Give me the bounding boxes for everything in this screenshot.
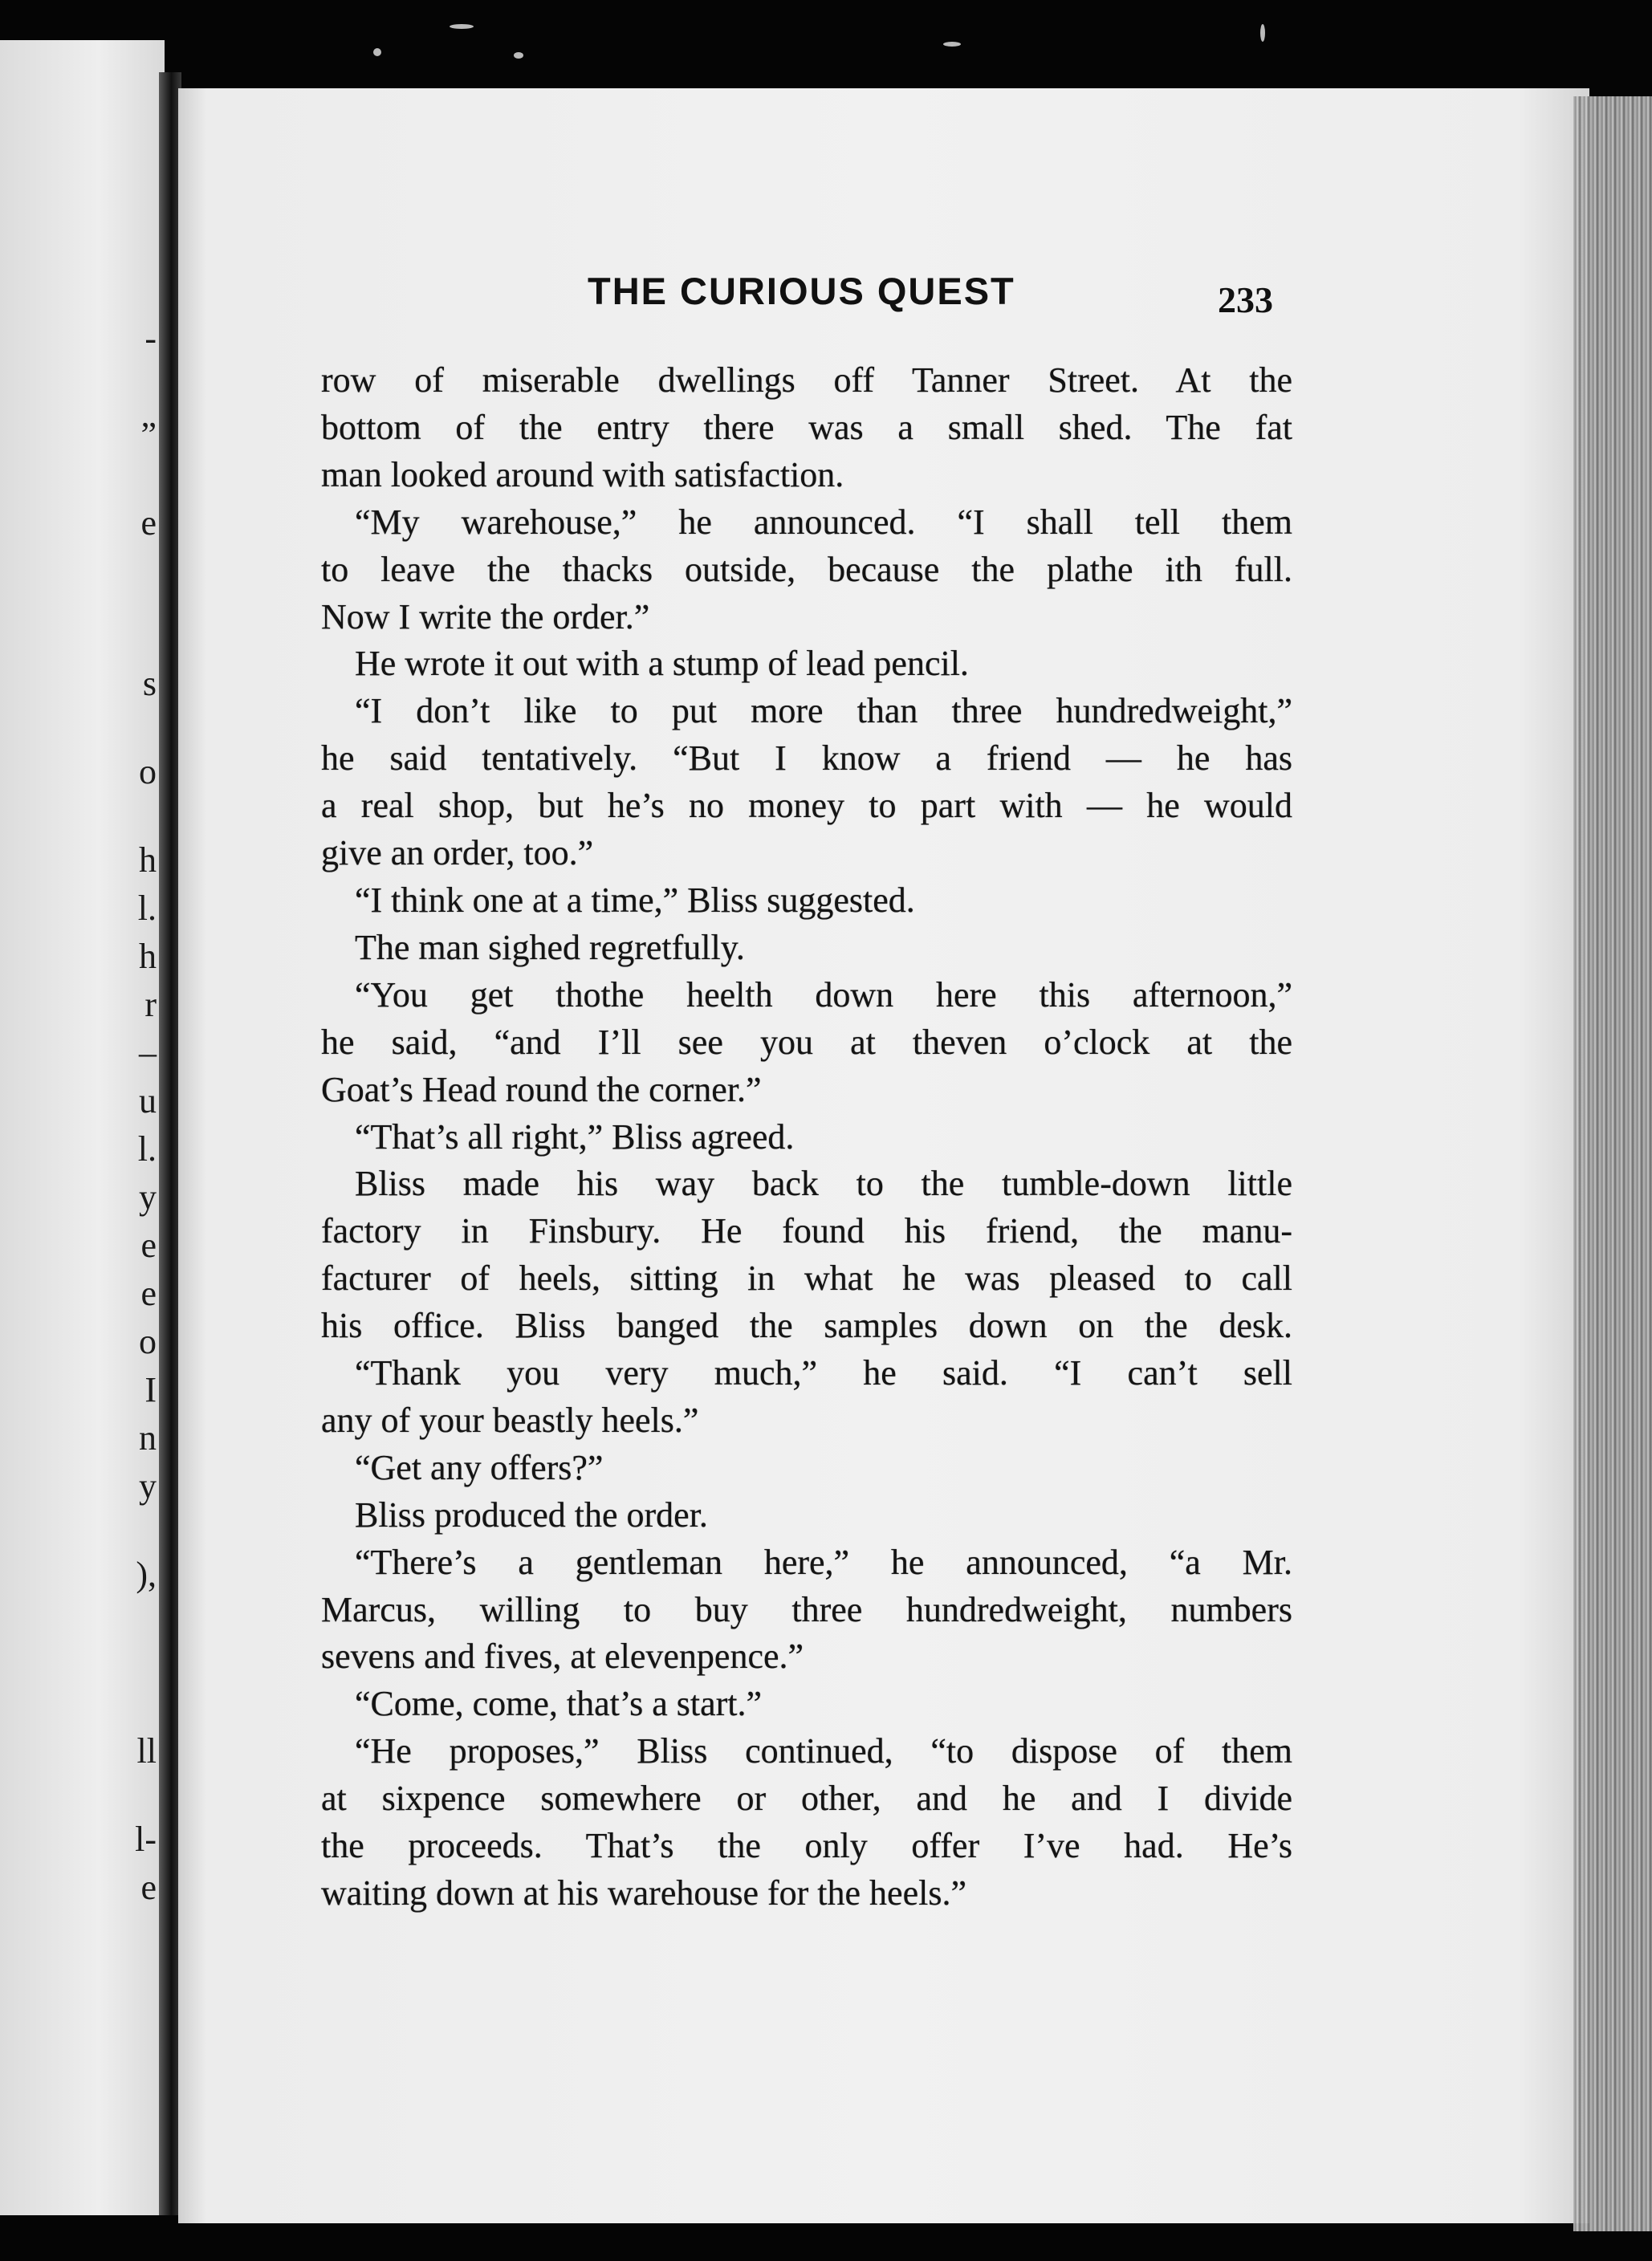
facing-page-fragment: ll xyxy=(136,1731,157,1771)
text-line: a real shop, but he’s no money to part with — he would xyxy=(321,786,1292,826)
facing-page-fragment: – xyxy=(139,1033,157,1072)
text-line: give an order, too.” xyxy=(321,833,594,873)
text-line: facturer of heels, sitting in what he was pleased to call xyxy=(321,1259,1292,1299)
facing-page-fragment: y xyxy=(139,1177,157,1217)
facing-page-fragment: l. xyxy=(137,889,157,928)
body-text xyxy=(321,357,1292,1917)
facing-page-fragment: y xyxy=(139,1466,157,1506)
facing-page-fragment: o xyxy=(139,752,157,791)
text-line: Bliss produced the order. xyxy=(355,1494,708,1535)
text-line: The man sighed regretfully. xyxy=(355,927,745,967)
facing-page-fragment: h xyxy=(139,937,157,976)
facing-page-fragment: e xyxy=(140,503,157,543)
facing-page-fragment: o xyxy=(139,1322,157,1361)
facing-page-fragments xyxy=(0,40,165,2215)
text-line: he said, “and I’ll see you at theven o’clock at the xyxy=(321,1022,1292,1062)
text-line: man looked around with satisfaction. xyxy=(321,454,844,494)
text-line: row of miserable dwellings off Tanner Street. At the xyxy=(321,360,1292,400)
text-line: his office. Bliss banged the samples down on the desk. xyxy=(321,1306,1292,1346)
facing-page-fragment: ), xyxy=(136,1555,157,1594)
facing-page-fragment: s xyxy=(142,664,157,703)
facing-page-fragment: e xyxy=(140,1226,157,1265)
page-number: 233 xyxy=(1218,279,1273,320)
facing-page-fragment: - xyxy=(144,319,157,358)
scan-specks xyxy=(0,0,1652,88)
text-line: “Come, come, that’s a start.” xyxy=(355,1684,763,1724)
text-line: bottom of the entry there was a small shed. The fat xyxy=(321,407,1292,447)
facing-page-fragment: I xyxy=(144,1370,157,1409)
text-line: Marcus, willing to buy three hundredweight, numbers xyxy=(321,1589,1292,1629)
text-line: “You get thothe heelth down here this afternoon,” xyxy=(355,974,1292,1015)
facing-page-fragment: u xyxy=(139,1081,157,1120)
page-fore-edge xyxy=(1573,96,1652,2231)
text-line: “Get any offers?” xyxy=(355,1447,604,1487)
text-line: he said tentatively. “But I know a friend — he has xyxy=(321,738,1292,779)
text-line: Now I write the order.” xyxy=(321,596,650,636)
facing-page-fragment: n xyxy=(139,1418,157,1458)
text-line: at sixpence somewhere or other, and he and I divide xyxy=(321,1779,1292,1819)
text-line: Bliss made his way back to the tumble-down little xyxy=(355,1164,1292,1204)
text-line: the proceeds. That’s the only offer I’ve had. He’s xyxy=(321,1826,1292,1866)
text-line: “I think one at a time,” Bliss suggested. xyxy=(355,880,915,920)
facing-page-fragment: e xyxy=(140,1868,157,1907)
text-line: “He proposes,” Bliss continued, “to dispose of them xyxy=(355,1731,1292,1771)
text-line: to leave the thacks outside, because the plathe ith full. xyxy=(321,549,1292,589)
text-line: “I don’t like to put more than three hundredweight,” xyxy=(355,691,1292,731)
facing-page-fragment: l. xyxy=(137,1129,157,1169)
facing-page-fragment: e xyxy=(140,1274,157,1313)
running-head xyxy=(178,269,1589,325)
text-line: waiting down at his warehouse for the heels.” xyxy=(321,1873,966,1913)
text-line: “Thank you very much,” he said. “I can’t sell xyxy=(355,1353,1292,1393)
text-line: factory in Finsbury. He found his friend, the manu- xyxy=(321,1211,1292,1251)
text-line: “There’s a gentleman here,” he announced, “a Mr. xyxy=(355,1542,1292,1582)
facing-page-fragment: l- xyxy=(135,1820,157,1859)
text-line: Goat’s Head round the corner.” xyxy=(321,1069,762,1109)
text-line: “My warehouse,” he announced. “I shall tell them xyxy=(355,502,1292,542)
running-title: THE CURIOUS QUEST xyxy=(588,270,1015,312)
facing-page-fragment: ” xyxy=(140,415,157,454)
text-line: any of your beastly heels.” xyxy=(321,1400,699,1440)
text-line: “That’s all right,” Bliss agreed. xyxy=(355,1116,795,1157)
text-line: He wrote it out with a stump of lead pencil. xyxy=(355,644,969,684)
text-line: sevens and fives, at elevenpence.” xyxy=(321,1637,804,1677)
facing-page xyxy=(0,40,165,2215)
facing-page-fragment: h xyxy=(139,840,157,880)
facing-page-fragment: r xyxy=(144,985,157,1024)
